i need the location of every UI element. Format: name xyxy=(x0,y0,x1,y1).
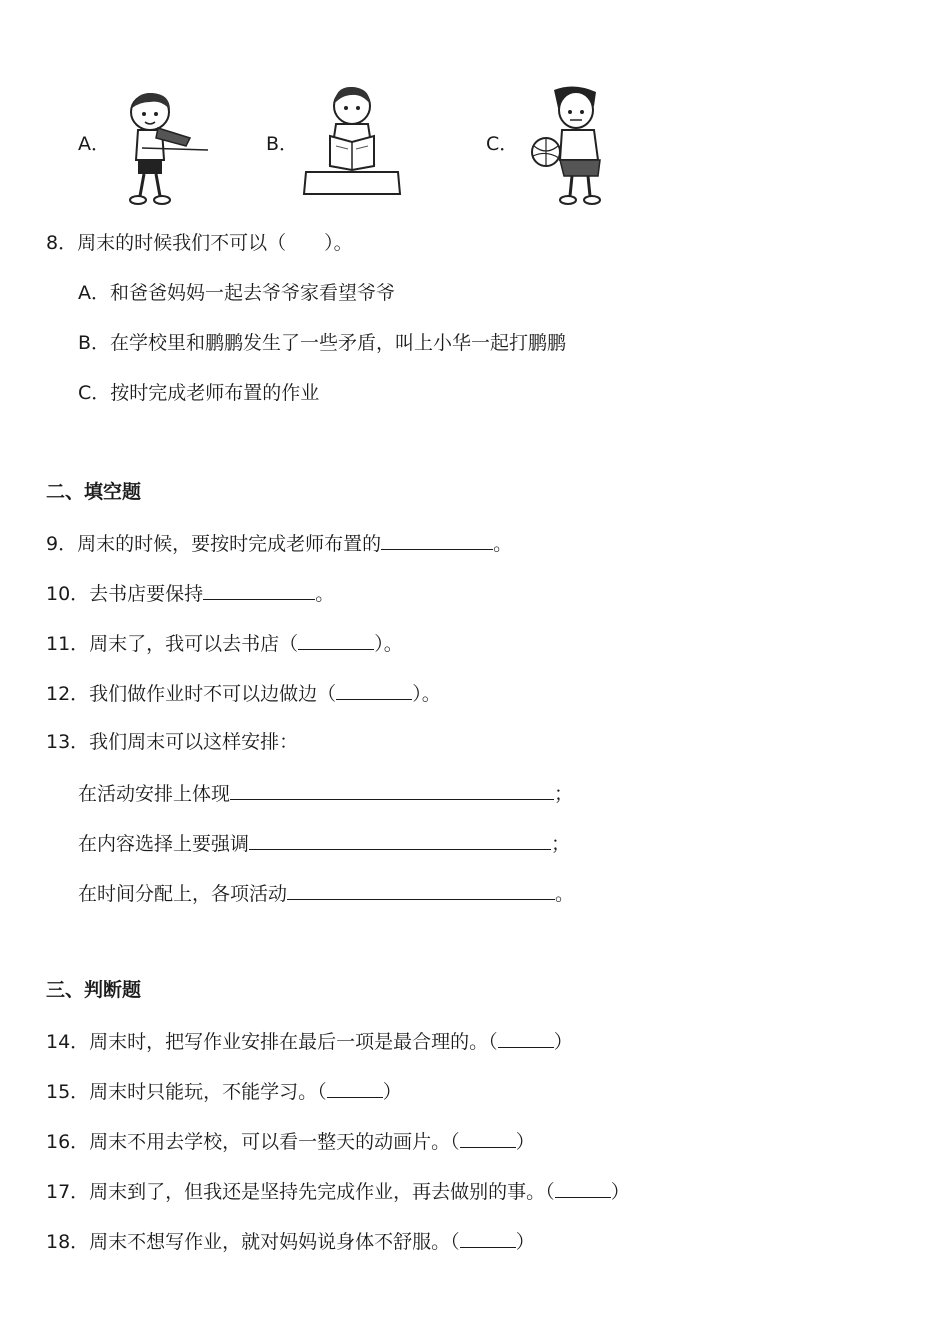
question-10-end: 。 xyxy=(315,583,335,605)
question-11-blank[interactable] xyxy=(298,629,374,650)
question-15-text: 15．周末时只能玩，不能学习。（ xyxy=(46,1081,327,1103)
section-2-title: 二、填空题 xyxy=(46,481,142,503)
question-8-option-b: B．在学校里和鹏鹏发生了一些矛盾，叫上小华一起打鹏鹏 xyxy=(78,332,567,354)
option-b-label: B． xyxy=(266,133,299,155)
question-12 xyxy=(46,679,441,707)
question-16-end: ） xyxy=(515,1131,535,1153)
question-14 xyxy=(46,1027,573,1055)
basketball-boy-image xyxy=(524,84,610,208)
question-18 xyxy=(46,1227,535,1255)
question-14-blank[interactable] xyxy=(498,1027,554,1048)
question-13-blank-3[interactable] xyxy=(287,879,555,900)
question-9-text: 9．周末的时候，要按时完成老师布置的 xyxy=(46,533,382,555)
question-8-option-a: A．和爸爸妈妈一起去爷爷家看望爷爷 xyxy=(78,282,395,304)
question-9-end: 。 xyxy=(493,533,513,555)
question-13-line-1-end: ； xyxy=(554,783,574,805)
question-12-end: ）。 xyxy=(412,683,441,705)
question-13-line-1 xyxy=(78,779,573,807)
question-11-end: ）。 xyxy=(374,633,403,655)
question-15-blank[interactable] xyxy=(327,1077,383,1098)
question-11 xyxy=(46,629,403,657)
question-10-blank[interactable] xyxy=(203,579,315,600)
question-17 xyxy=(46,1177,630,1205)
question-12-blank[interactable] xyxy=(336,679,412,700)
reading-boy-image xyxy=(300,84,404,196)
question-15-end: ） xyxy=(382,1081,402,1103)
question-13-line-1-text: 在活动安排上体现 xyxy=(78,783,231,805)
question-13-stem: 13．我们周末可以这样安排： xyxy=(46,731,299,753)
question-13-line-3-text: 在时间分配上，各项活动 xyxy=(78,883,288,905)
question-13-line-2-text: 在内容选择上要强调 xyxy=(78,833,250,855)
question-13-blank-2[interactable] xyxy=(249,829,551,850)
question-16-blank[interactable] xyxy=(460,1127,516,1148)
question-8-option-c: C．按时完成老师布置的作业 xyxy=(78,382,320,404)
question-9-blank[interactable] xyxy=(381,529,493,550)
question-18-blank[interactable] xyxy=(460,1227,516,1248)
violin-boy-image xyxy=(112,88,212,208)
question-13-line-3 xyxy=(78,879,574,907)
question-17-blank[interactable] xyxy=(555,1177,611,1198)
option-c-label: C． xyxy=(486,133,519,155)
section-3-title: 三、判断题 xyxy=(46,979,142,1001)
question-8-stem: 8．周末的时候我们不可以（ ）。 xyxy=(46,232,353,254)
question-10 xyxy=(46,579,334,607)
question-16 xyxy=(46,1127,535,1155)
question-10-text: 10．去书店要保持 xyxy=(46,583,204,605)
question-9 xyxy=(46,529,512,557)
question-13-line-2-end: ； xyxy=(551,833,571,855)
option-a-label: A． xyxy=(78,133,110,155)
question-13-line-2 xyxy=(78,829,570,857)
question-12-text: 12．我们做作业时不可以边做边（ xyxy=(46,683,337,705)
question-18-end: ） xyxy=(515,1231,535,1253)
question-11-text: 11．周末了，我可以去书店（ xyxy=(46,633,299,655)
question-16-text: 16．周末不用去学校，可以看一整天的动画片。（ xyxy=(46,1131,460,1153)
question-13-line-3-end: 。 xyxy=(555,883,575,905)
question-15 xyxy=(46,1077,402,1105)
question-14-text: 14．周末时，把写作业安排在最后一项是最合理的。（ xyxy=(46,1031,498,1053)
question-17-text: 17．周末到了，但我还是坚持先完成作业，再去做别的事。（ xyxy=(46,1181,555,1203)
question-17-end: ） xyxy=(610,1181,630,1203)
question-18-text: 18．周末不想写作业，就对妈妈说身体不舒服。（ xyxy=(46,1231,460,1253)
question-13-blank-1[interactable] xyxy=(230,779,554,800)
question-14-end: ） xyxy=(553,1031,573,1053)
